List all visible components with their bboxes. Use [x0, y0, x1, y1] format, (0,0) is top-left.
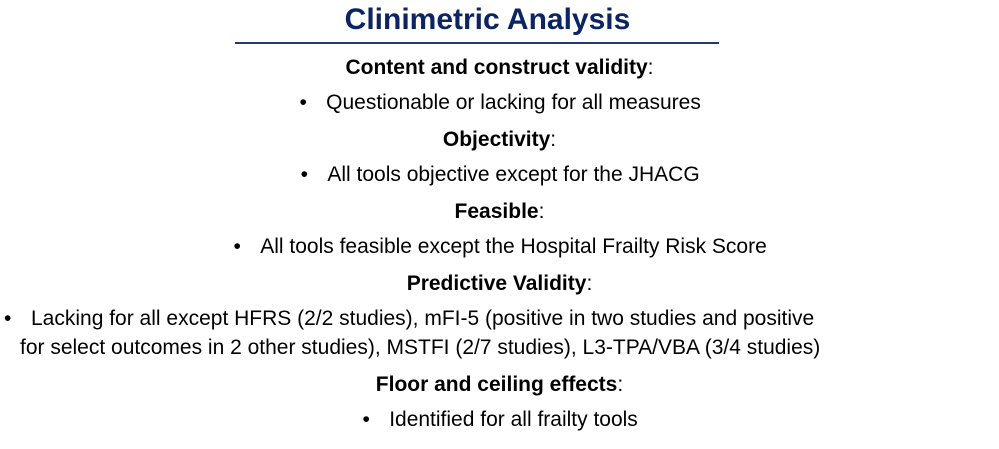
bullet-icon: •: [362, 408, 370, 431]
section-heading-predictive-validity: [0, 269, 999, 304]
bullet-item: [0, 160, 999, 197]
section-heading-text: Floor and ceiling effects: [375, 373, 618, 396]
bullet-text-line-1: Lacking for all except HFRS (2/2 studies), mFI-5 (positive in two studies and positive: [31, 307, 815, 330]
bullet-icon: •: [233, 235, 241, 258]
section-heading-colon: :: [538, 200, 545, 223]
section-heading-colon: :: [550, 128, 557, 151]
bullet-text: Identified for all frailty tools: [389, 408, 638, 431]
section-heading-colon: :: [617, 373, 624, 396]
slide-title: Clinimetric Analysis: [344, 3, 631, 36]
section-heading-content-construct-validity: [0, 53, 999, 88]
title-underline: [235, 42, 719, 44]
bullet-icon: •: [4, 307, 12, 330]
bullet-item: [0, 88, 999, 125]
slide-content: [0, 53, 999, 442]
section-heading-colon: :: [647, 56, 654, 79]
bullet-text-line-2: for select outcomes in 2 other studies), MSTFI (2/7 studies), L3-TPA/VBA (3/4 studies): [20, 336, 821, 359]
bullet-text: All tools objective except for the JHACG: [327, 163, 700, 186]
section-heading-floor-ceiling-effects: [0, 370, 999, 405]
section-heading-feasible: [0, 197, 999, 232]
section-heading-colon: :: [586, 272, 593, 295]
section-heading-text: Feasible: [454, 200, 539, 223]
bullet-icon: •: [300, 163, 308, 186]
section-heading-text: Predictive Validity: [406, 272, 587, 295]
bullet-text: All tools feasible except the Hospital Frailty Risk Score: [260, 235, 767, 258]
section-heading-text: Objectivity: [442, 128, 551, 151]
bullet-text: Questionable or lacking for all measures: [326, 91, 701, 114]
bullet-item: [0, 232, 999, 269]
bullet-icon: •: [299, 91, 307, 114]
bullet-item-multiline: [0, 304, 999, 370]
bullet-item: [0, 405, 999, 442]
section-heading-text: Content and construct validity: [345, 56, 648, 79]
section-heading-objectivity: [0, 125, 999, 160]
